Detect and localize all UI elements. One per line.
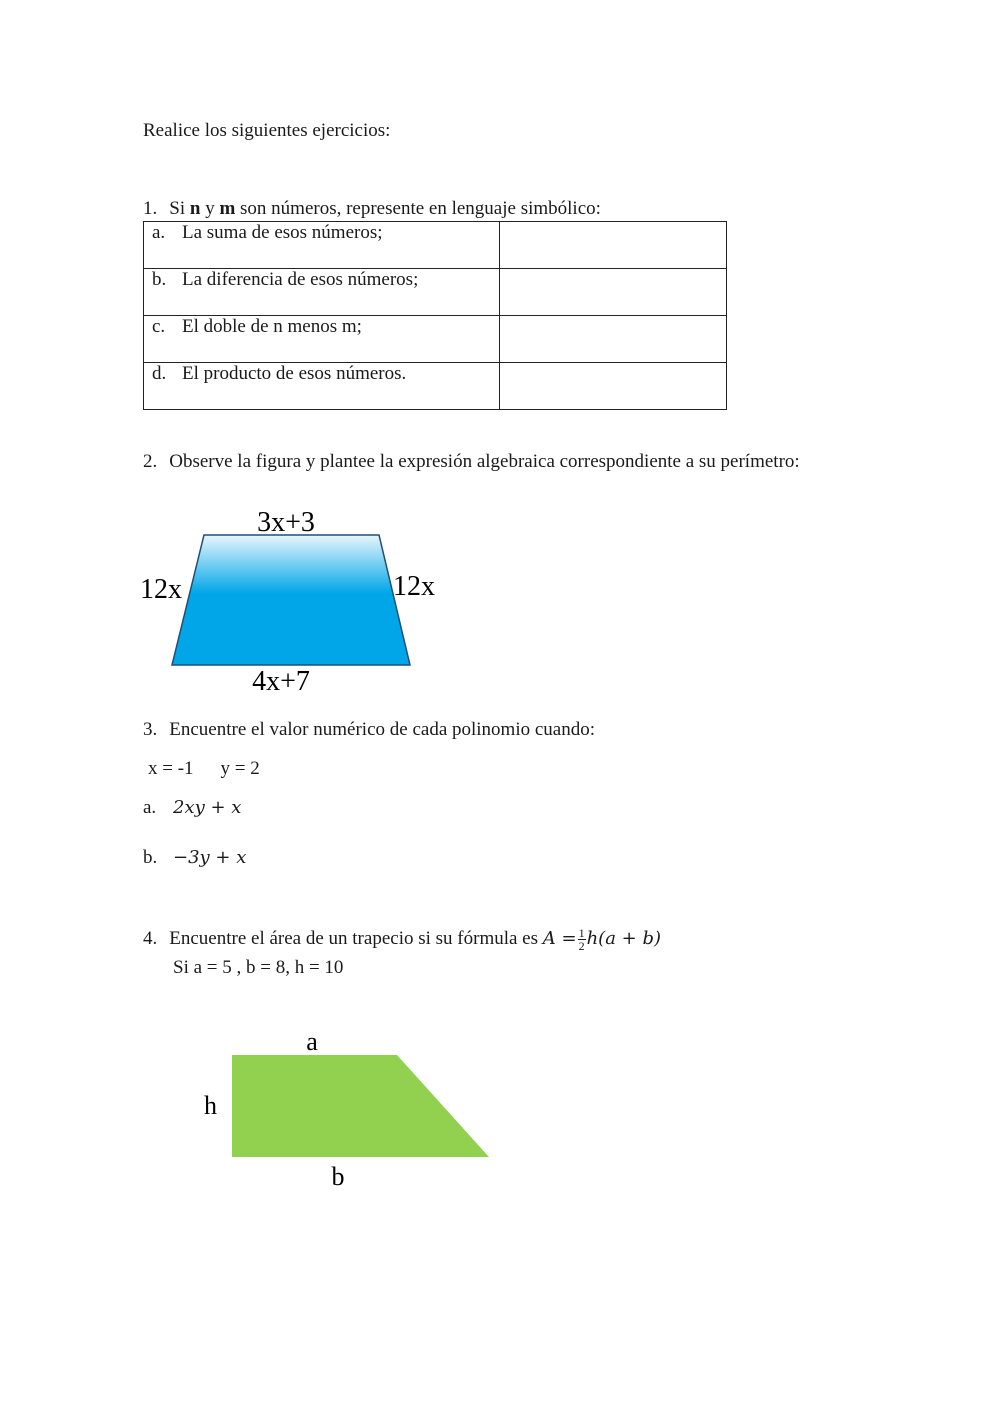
label-a: a <box>306 1027 318 1056</box>
label-right: 12x <box>393 571 435 602</box>
label-bottom: 4x+7 <box>252 666 310 697</box>
fraction-numerator: 1 <box>578 926 585 940</box>
row-label: c. <box>152 316 166 337</box>
green-trapezoid <box>232 1055 489 1157</box>
item-expression: 2xy + x <box>173 797 242 818</box>
label-h: h <box>204 1091 217 1120</box>
q1-prompt <box>143 198 601 220</box>
q3-y-value: y = 2 <box>220 758 260 779</box>
row-text: El doble de n menos m; <box>182 316 362 337</box>
q3-item-b <box>143 847 246 869</box>
q3-prompt <box>143 719 595 741</box>
q1-row-a-answer-cell[interactable] <box>500 222 727 269</box>
row-text: El producto de esos números. <box>182 363 407 384</box>
label-left: 12x <box>140 574 182 605</box>
q3-text: Encuentre el valor numérico de cada polinomio cuando: <box>169 719 596 740</box>
q3-number: 3. <box>143 719 158 740</box>
q1-row-b-answer-cell[interactable] <box>500 269 727 316</box>
q4-prompt <box>143 927 661 952</box>
q1-row-d-question <box>144 363 500 410</box>
formula-fraction <box>578 927 586 952</box>
item-expression: −3y + x <box>173 847 247 868</box>
q2-prompt <box>143 451 800 473</box>
q3-values <box>148 758 260 780</box>
q1-var-n: n <box>189 198 201 219</box>
formula-lhs: A = <box>542 927 577 949</box>
q1-row-a-question <box>144 222 500 269</box>
q1-row-d-answer-cell[interactable] <box>500 363 727 410</box>
q2-trapezoid-figure <box>130 500 460 700</box>
label-b: b <box>331 1162 345 1191</box>
q1-var-m: m <box>219 198 236 219</box>
row-text: La suma de esos números; <box>182 222 383 243</box>
table-row <box>144 269 727 316</box>
blue-trapezoid <box>172 535 410 665</box>
row-label: b. <box>152 269 167 290</box>
item-label: a. <box>143 797 157 818</box>
q2-number: 2. <box>143 451 158 472</box>
q1-pre: Si <box>169 198 190 219</box>
row-label: d. <box>152 363 167 384</box>
fraction-denominator: 2 <box>578 939 585 953</box>
q1-mid: y <box>200 198 220 219</box>
q1-row-b-question <box>144 269 500 316</box>
q2-text: Observe la figura y plantee la expresión algebraica correspondiente a su perímetro: <box>169 451 800 472</box>
q1-table <box>143 221 727 410</box>
q4-values: Si a = 5 , b = 8, h = 10 <box>173 957 344 978</box>
q1-post: son números, represente en lenguaje simbólico: <box>235 198 601 219</box>
q3-x-value: x = -1 <box>148 758 194 779</box>
q1-number: 1. <box>143 198 158 219</box>
q1-row-c-answer-cell[interactable] <box>500 316 727 363</box>
label-top: 3x+3 <box>257 507 315 538</box>
intro-text: Realice los siguientes ejercicios: <box>143 120 391 141</box>
row-label: a. <box>152 222 166 243</box>
q3-item-a <box>143 797 241 819</box>
q4-trapezoid-figure <box>195 1020 505 1200</box>
row-text: La diferencia de esos números; <box>182 269 419 290</box>
q4-number: 4. <box>143 927 158 949</box>
table-row <box>144 222 727 269</box>
item-label: b. <box>143 847 158 868</box>
q1-row-c-question <box>144 316 500 363</box>
q4-text: Encuentre el área de un trapecio si su fórmula es <box>169 927 539 949</box>
table-row <box>144 316 727 363</box>
formula-rhs: h(a + b) <box>586 927 661 949</box>
table-row <box>144 363 727 410</box>
